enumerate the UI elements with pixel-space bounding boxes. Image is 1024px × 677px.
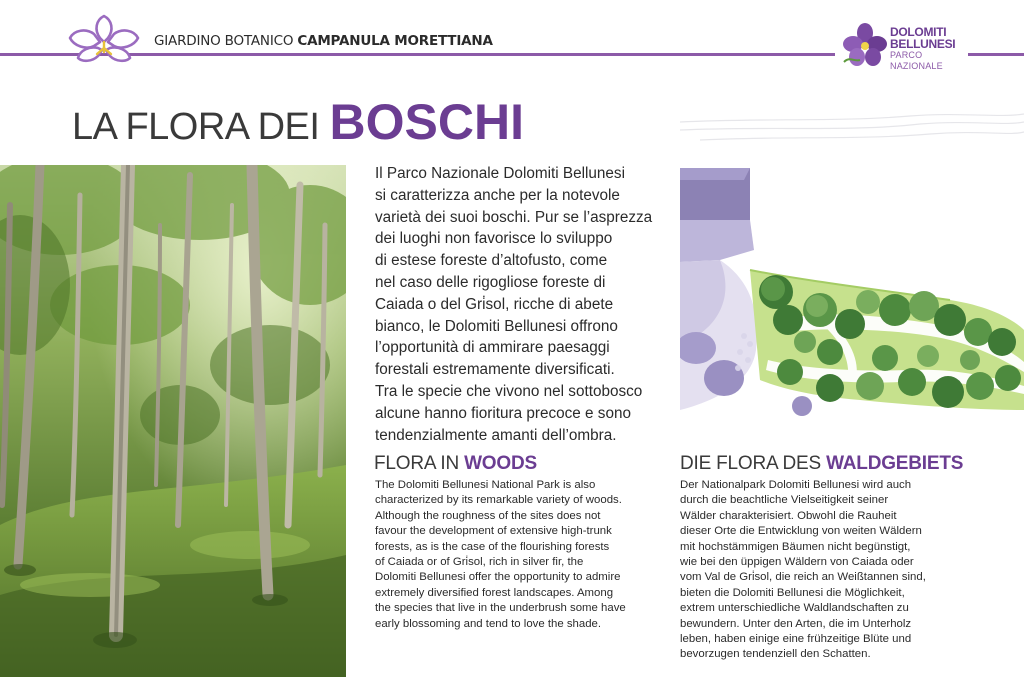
intro-paragraph-italian: Il Parco Nazionale Dolomiti Bellunesi si caratterizza anche per la notevole varietà dei suoi boschi. Pur se l’asprezza dei luoghi non favorisce lo sviluppo di estese foreste d’altofusto, come nel caso delle rigogliose foreste di Caiada o del Gri̇sol, ricche di abete bianco, le Dolomiti Bellunesi offrono l’opportunità di ammirare paesaggi forestali estremamente diversificati. Tra le specie che vivono nel sottobosco alcune hanno fioritura precoce e sono tendenzialmente amanti dell’ombra. — [375, 165, 653, 444]
park-logo-text — [890, 26, 966, 72]
paragraph-english: The Dolomiti Bellunesi National Park is also characterized by its remarkable variety of woods. Although the roughness of the sites does not favour the development of extensive high-trunk forests, as is the case of the flourishing forests of Caiada or of Gri̇sol, rich in silver fir, the Dolomiti Bellunesi offer the opportunity to admire extremely diversified forest landscapes. Among the species that live in the underbrush some have early blossoming and tend to love the shade. — [375, 479, 626, 630]
forest-photo — [0, 165, 346, 677]
heading-english-light: FLORA IN — [374, 453, 465, 474]
campanula-flower-icon — [66, 12, 142, 64]
paragraph-german: Der Nationalpark Dolomiti Bellunesi wird auch durch die beachtliche Vielseitigkeit seiner Wälder charakterisiert. Obwohl die Rauheit dieser Orte die Entwicklung von weiten Wäldern mit hochstämmigen Bäumen nicht begünstigt, wie bei den üppigen Wäldern von Caiada oder vom Val de Gri̇sol, die reich an Weißtannen sind, bieten die Dolomiti Bellunesi die Möglichkeit, extrem unterschiedliche Waldlandschaften zu bewundern. Unter den Arten, die im Unterholz leben, haben einige eine frühzeitige Blüte und bevorzugen tendenziell den Schatten. — [680, 479, 926, 661]
park-name-line1: DOLOMITI — [890, 25, 947, 39]
garden-title-light: GIARDINO BOTANICO — [154, 33, 298, 49]
park-name-line2: BELLUNESI — [890, 37, 956, 51]
garden-title-bold: CAMPANULA MORETTIANA — [297, 33, 493, 49]
heading-german-light: DIE FLORA DES — [680, 453, 827, 474]
page-header — [0, 0, 1024, 70]
header-divider-right — [968, 53, 1024, 56]
heading-english-bold: WOODS — [464, 453, 537, 474]
heading-english — [374, 453, 537, 475]
page-title-light: LA FLORA DEI — [72, 106, 330, 148]
garden-map — [680, 110, 1024, 420]
violet-flower-icon — [842, 22, 888, 68]
park-name-line3: PARCO NAZIONALE — [890, 50, 943, 71]
heading-german — [680, 453, 963, 475]
page-title-bold: BOSCHI — [329, 94, 524, 150]
heading-german-bold: WALDGEBIETS — [826, 453, 964, 474]
garden-title — [154, 33, 493, 49]
page-title — [72, 93, 524, 151]
